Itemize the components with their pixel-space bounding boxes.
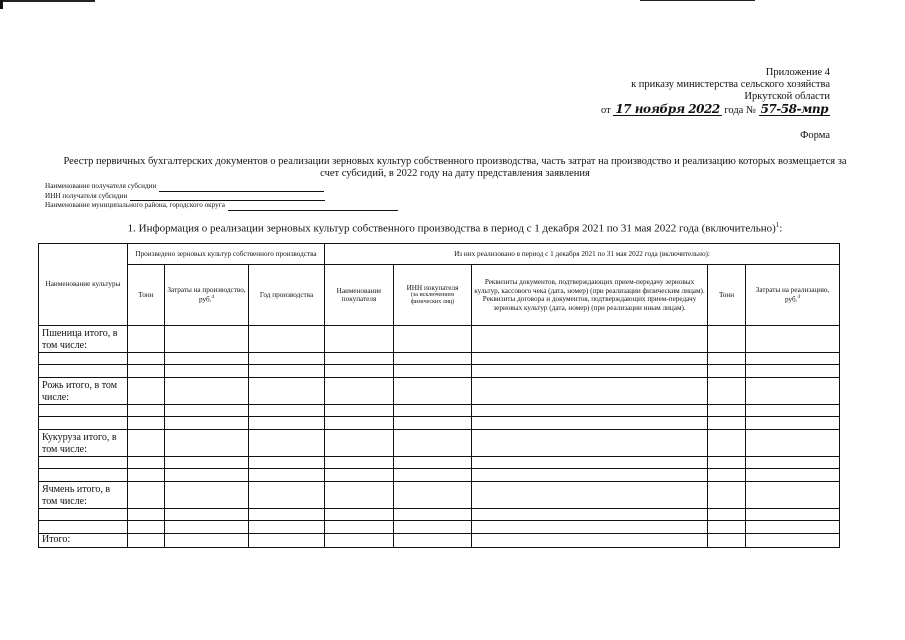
crop-sub-row	[39, 417, 840, 430]
table-cell[interactable]	[746, 353, 840, 365]
table-cell[interactable]	[249, 353, 325, 365]
head-inn-buyer-label: ИНН покупателя	[406, 283, 459, 292]
table-cell[interactable]	[472, 365, 708, 378]
table-cell[interactable]	[746, 378, 840, 405]
table-cell[interactable]	[165, 509, 249, 521]
head-tons: Тонн	[128, 265, 165, 326]
table-cell[interactable]	[746, 482, 840, 509]
head-buyer: Наименование покупателя	[325, 265, 394, 326]
table-cell[interactable]	[472, 457, 708, 469]
crop-sub-row	[39, 469, 840, 482]
table-cell[interactable]	[249, 417, 325, 430]
crop-sub-row	[39, 365, 840, 378]
table-cell[interactable]	[708, 365, 746, 378]
appendix-order-line	[601, 103, 830, 117]
crop-sub-row	[39, 353, 840, 365]
section-heading	[60, 221, 850, 235]
table-cell[interactable]	[128, 365, 165, 378]
table-cell[interactable]	[708, 521, 746, 534]
table-cell[interactable]	[394, 469, 472, 482]
recipient-inn-line[interactable]	[130, 193, 325, 201]
table-cell[interactable]	[325, 469, 394, 482]
table-cell[interactable]	[746, 521, 840, 534]
table-cell[interactable]	[39, 521, 128, 534]
table-cell[interactable]	[746, 326, 840, 353]
recipient-inn-label: ИНН получателя субсидии	[45, 191, 128, 200]
table-cell[interactable]	[165, 457, 249, 469]
appendix-line-2: к приказу министерства сельского хозяйства	[631, 79, 830, 90]
district-line[interactable]	[228, 203, 398, 211]
table-cell[interactable]	[249, 469, 325, 482]
table-cell[interactable]	[39, 509, 128, 521]
head-costs-sale-label: Затраты на реализацию, руб.	[755, 285, 830, 304]
table-cell[interactable]	[746, 457, 840, 469]
head-tons-sold: Тонн	[708, 265, 746, 326]
scan-edge-mark	[640, 0, 755, 1]
table-cell[interactable]	[708, 457, 746, 469]
table-cell[interactable]	[128, 482, 165, 509]
table-cell[interactable]	[325, 417, 394, 430]
table-cell[interactable]	[249, 509, 325, 521]
table-cell[interactable]	[165, 378, 249, 405]
table-cell[interactable]	[249, 521, 325, 534]
crop-row	[39, 326, 840, 353]
table-cell[interactable]	[39, 469, 128, 482]
table-cell[interactable]	[394, 457, 472, 469]
table-cell[interactable]	[472, 534, 708, 548]
table-cell[interactable]	[128, 378, 165, 405]
crop-sub-row	[39, 405, 840, 417]
recipient-name-label: Наименование получателя субсидии	[45, 182, 157, 190]
table-cell[interactable]	[746, 405, 840, 417]
recipient-inn-field	[45, 192, 398, 202]
table-cell[interactable]	[249, 378, 325, 405]
district-label: Наименование муниципального района, городского округа	[45, 201, 225, 209]
handwritten-date: 17 ноября 2022	[615, 102, 720, 116]
table-cell[interactable]	[165, 482, 249, 509]
head-costs-production-note: 4	[211, 295, 214, 301]
table-cell[interactable]	[708, 353, 746, 365]
table-cell[interactable]	[39, 405, 128, 417]
table-cell[interactable]	[249, 430, 325, 457]
table-cell[interactable]	[325, 353, 394, 365]
table-cell[interactable]	[325, 430, 394, 457]
head-requisites-1: Реквизиты документов, подтверждающих прием-передачу зерновых культур, кассового чека (дата, номер) (при реализации физическим лицам).	[474, 278, 705, 295]
table-cell[interactable]	[325, 509, 394, 521]
table-cell[interactable]	[394, 509, 472, 521]
head-produced: Произведено зерновых культур собственного производства	[128, 244, 325, 265]
table-cell[interactable]	[249, 457, 325, 469]
crop-label: Пшеница итого, в том числе:	[39, 326, 128, 353]
table-cell[interactable]	[472, 378, 708, 405]
head-inn-buyer	[394, 265, 472, 326]
appendix-header	[601, 67, 830, 117]
table-cell[interactable]	[472, 405, 708, 417]
header-row-2	[39, 265, 840, 326]
crop-label: Кукуруза итого, в том числе:	[39, 430, 128, 457]
head-costs-sale	[746, 265, 840, 326]
table-cell[interactable]	[708, 482, 746, 509]
header-row-1	[39, 244, 840, 265]
crop-sub-row	[39, 521, 840, 534]
table-cell[interactable]	[746, 509, 840, 521]
table-cell[interactable]	[746, 365, 840, 378]
appendix-year-suffix: года №	[724, 105, 756, 116]
head-inn-buyer-note: (за исключением физических лиц)	[410, 292, 455, 306]
table-cell[interactable]	[746, 469, 840, 482]
crop-row	[39, 482, 840, 509]
table-cell[interactable]	[708, 417, 746, 430]
table-cell[interactable]	[165, 430, 249, 457]
table-cell[interactable]	[128, 534, 165, 548]
document-title: Реестр первичных бухгалтерских документов о реализации зерновых культур собственного производства, часть затрат на производство и реализацию которых возмещается за счет субсидий, в 2022 году на дату представления заявления	[63, 156, 847, 179]
form-label: Форма	[800, 130, 830, 141]
table-cell[interactable]	[165, 521, 249, 534]
table-cell[interactable]	[325, 534, 394, 548]
table-cell[interactable]	[249, 534, 325, 548]
total-row	[39, 534, 840, 548]
appendix-line-3: Иркутской области	[744, 91, 830, 102]
recipient-fields	[45, 182, 398, 211]
table-cell[interactable]	[472, 353, 708, 365]
total-label: Итого:	[39, 534, 128, 548]
table-cell[interactable]	[746, 534, 840, 548]
table-cell[interactable]	[325, 326, 394, 353]
head-sold: Из них реализовано в период с 1 декабря 2021 по 31 мая 2022 года (включительно):	[325, 244, 840, 265]
table-cell[interactable]	[394, 378, 472, 405]
table-cell[interactable]	[746, 417, 840, 430]
table-cell[interactable]	[128, 457, 165, 469]
table-cell[interactable]	[165, 534, 249, 548]
table-cell[interactable]	[746, 430, 840, 457]
table-cell[interactable]	[472, 482, 708, 509]
scan-edge-mark	[0, 0, 95, 2]
table-cell[interactable]	[128, 405, 165, 417]
table-cell[interactable]	[165, 417, 249, 430]
table-cell[interactable]	[472, 509, 708, 521]
table-cell[interactable]	[165, 405, 249, 417]
table-cell[interactable]	[708, 430, 746, 457]
table-cell[interactable]	[708, 509, 746, 521]
table-cell[interactable]	[394, 482, 472, 509]
table-cell[interactable]	[394, 534, 472, 548]
table-cell[interactable]	[394, 417, 472, 430]
crop-rows	[39, 326, 840, 534]
head-year: Год производства	[249, 265, 325, 326]
head-requisites-2: Реквизиты договора и документов, подтверждающих прием-передачу зерновых культур (дата, номер) (при реализации иным лицам).	[482, 295, 697, 312]
table-cell[interactable]	[249, 405, 325, 417]
table-cell[interactable]	[472, 430, 708, 457]
table-cell[interactable]	[394, 405, 472, 417]
table-cell[interactable]	[325, 365, 394, 378]
district-field	[45, 201, 398, 211]
table-cell[interactable]	[39, 365, 128, 378]
table-cell[interactable]	[708, 378, 746, 405]
crop-row	[39, 430, 840, 457]
scan-corner-mark	[0, 0, 3, 9]
table-cell[interactable]	[325, 482, 394, 509]
head-costs-production-label: Затраты на производство, руб.	[167, 285, 246, 304]
table-cell[interactable]	[165, 353, 249, 365]
head-crop: Наименование культуры	[39, 244, 128, 326]
table-cell[interactable]	[325, 457, 394, 469]
table-cell[interactable]	[394, 430, 472, 457]
table-cell[interactable]	[128, 521, 165, 534]
head-requisites	[472, 265, 708, 326]
table-cell[interactable]	[165, 365, 249, 378]
table-cell[interactable]	[39, 417, 128, 430]
table-cell[interactable]	[394, 521, 472, 534]
table-cell[interactable]	[39, 457, 128, 469]
table-cell[interactable]	[325, 521, 394, 534]
table-cell[interactable]	[394, 365, 472, 378]
table-cell[interactable]	[708, 405, 746, 417]
table-cell[interactable]	[128, 469, 165, 482]
table-cell[interactable]	[165, 326, 249, 353]
section-title: 1. Информация о реализации зерновых культур собственного производства в период с 1 декабря 2021 по 31 мая 2022 года (включительно)	[127, 222, 776, 235]
table-cell[interactable]	[472, 326, 708, 353]
table-cell[interactable]	[325, 378, 394, 405]
head-costs-sale-note: 4	[797, 295, 800, 301]
crop-sub-row	[39, 457, 840, 469]
table-cell[interactable]	[708, 469, 746, 482]
table-cell[interactable]	[708, 534, 746, 548]
table-cell[interactable]	[128, 417, 165, 430]
register-table	[38, 243, 840, 548]
table-cell[interactable]	[394, 326, 472, 353]
table-cell[interactable]	[325, 405, 394, 417]
table-cell[interactable]	[128, 509, 165, 521]
table-cell[interactable]	[128, 326, 165, 353]
crop-row	[39, 378, 840, 405]
handwritten-order-number: 57-58-мпр	[760, 102, 828, 116]
table-cell[interactable]	[39, 353, 128, 365]
table-cell[interactable]	[472, 417, 708, 430]
table-cell[interactable]	[249, 365, 325, 378]
crop-label: Ячмень итого, в том числе:	[39, 482, 128, 509]
table-cell[interactable]	[128, 430, 165, 457]
table-cell[interactable]	[249, 326, 325, 353]
table-cell[interactable]	[472, 521, 708, 534]
crop-sub-row	[39, 509, 840, 521]
appendix-line-1: Приложение 4	[765, 67, 830, 78]
table-cell[interactable]	[472, 469, 708, 482]
section-colon: :	[779, 222, 783, 235]
section-footnote: 1	[775, 221, 780, 229]
crop-label: Рожь итого, в том числе:	[39, 378, 128, 405]
head-costs-production	[165, 265, 249, 326]
table-cell[interactable]	[128, 353, 165, 365]
table-cell[interactable]	[394, 353, 472, 365]
table-cell[interactable]	[708, 326, 746, 353]
table-cell[interactable]	[165, 469, 249, 482]
appendix-from: от	[601, 105, 611, 116]
recipient-name-field	[45, 182, 398, 192]
table-cell[interactable]	[249, 482, 325, 509]
recipient-name-line[interactable]	[159, 184, 324, 192]
